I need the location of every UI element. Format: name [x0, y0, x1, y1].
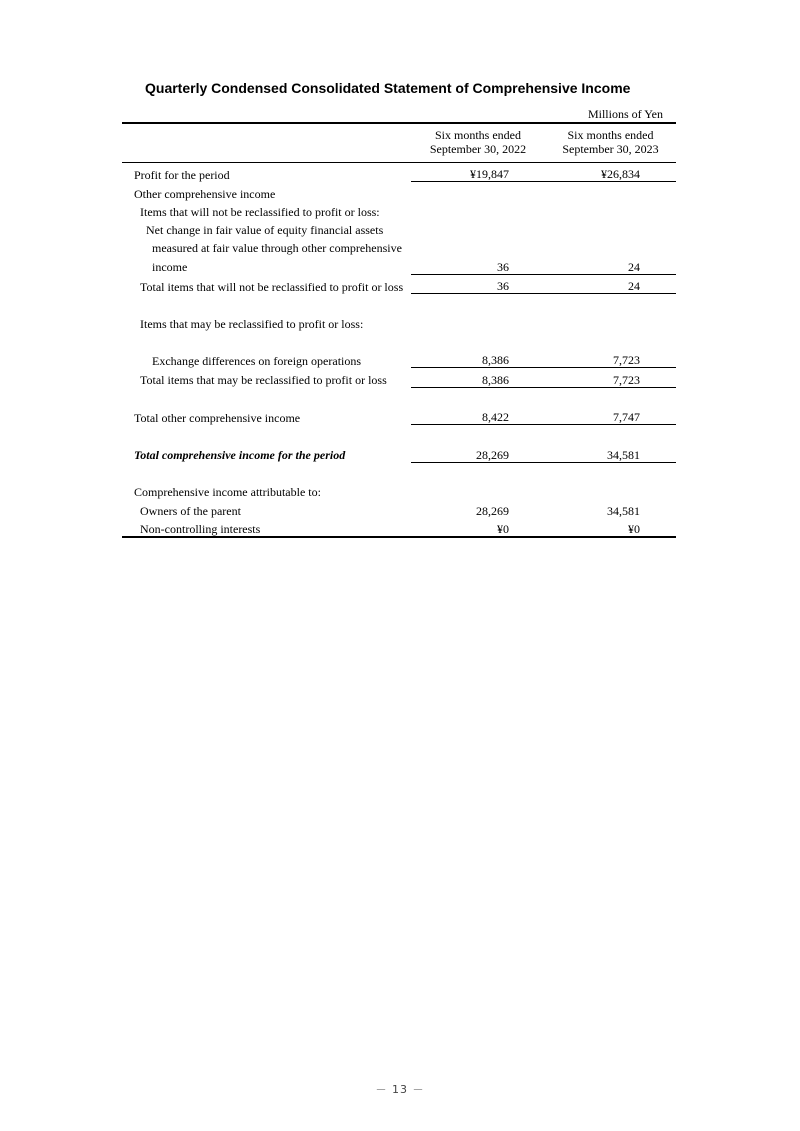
value-2022: 8,386 [411, 368, 545, 387]
spacer-row [122, 462, 676, 481]
value-2022: 36 [411, 274, 545, 293]
row-label: Total comprehensive income for the period [134, 448, 346, 463]
row-label: Total items that may be reclassified to profit or loss [140, 373, 387, 388]
period-2022-header [411, 123, 545, 163]
value-2023: 34,581 [545, 443, 676, 462]
value-2022: 36 [411, 255, 545, 274]
value-2022: ¥19,847 [411, 163, 545, 182]
period-2023-header-line1: Six months ended [567, 128, 654, 142]
row-label: Profit for the period [134, 167, 230, 182]
table-row-fv-line3 [122, 255, 676, 274]
spacer-row [122, 294, 676, 313]
unit-label: Millions of Yen [587, 107, 663, 121]
row-label: Other comprehensive income [134, 186, 276, 201]
value-2023: 7,723 [545, 368, 676, 387]
label-column-header [122, 123, 411, 163]
table-row-owners [122, 499, 676, 517]
value-2022: ¥0 [411, 518, 545, 537]
period-2023-header-line2: September 30, 2023 [562, 142, 659, 156]
value-2022: 28,269 [476, 503, 509, 518]
value-2022: 8,386 [411, 349, 545, 368]
table-row-oci-header [122, 182, 676, 201]
row-label: Non-controlling interests [122, 518, 411, 537]
table-row-total-ci [122, 443, 676, 462]
value-2023: 7,747 [545, 406, 676, 425]
table-row-attrib-header [122, 481, 676, 499]
row-label: Items that will not be reclassified to profit or loss: [140, 204, 380, 219]
row-label: Owners of the parent [140, 503, 241, 518]
period-2023-header [545, 123, 676, 163]
row-label: Net change in fair value of equity financial assets [146, 223, 384, 238]
table-row-may-reclass-header [122, 312, 676, 330]
row-label: Total items that will not be reclassified to profit or loss [140, 279, 404, 294]
row-label: income [152, 260, 188, 275]
table-row-may-reclass-total [122, 368, 676, 387]
table-row-not-reclass-header [122, 201, 676, 219]
row-label: Exchange differences on foreign operations [152, 353, 362, 368]
table-row-profit [122, 163, 676, 182]
table-row-not-reclass-total [122, 274, 676, 293]
value-2022: 8,422 [411, 406, 545, 425]
value-2023: 34,581 [607, 503, 640, 518]
table-row-fv-line2 [122, 237, 676, 255]
value-2023: 24 [545, 274, 676, 293]
row-label: Total other comprehensive income [134, 410, 301, 425]
value-2023: 24 [545, 255, 676, 274]
table-row-total-oci [122, 406, 676, 425]
table-row-fx [122, 349, 676, 368]
income-statement-table [122, 122, 676, 538]
value-2023: 7,723 [545, 349, 676, 368]
value-2023: ¥0 [545, 518, 676, 537]
value-2022: 28,269 [411, 443, 545, 462]
page-number: － 13 － [375, 1083, 425, 1096]
spacer-row [122, 425, 676, 444]
statement-title: Quarterly Condensed Consolidated Statement of Comprehensive Income [145, 80, 631, 96]
table-header-row [122, 123, 676, 163]
value-2023: ¥26,834 [545, 163, 676, 182]
spacer-row [122, 331, 676, 349]
row-label: measured at fair value through other comprehensive [152, 241, 402, 256]
row-label: Items that may be reclassified to profit or loss: [140, 316, 364, 331]
spacer-row [122, 387, 676, 406]
table-row-nci [122, 518, 676, 537]
period-2022-header-line1: Six months ended [435, 128, 521, 142]
row-label: Comprehensive income attributable to: [134, 485, 321, 500]
table-row-fv-line1 [122, 219, 676, 237]
period-2022-header-line2: September 30, 2022 [429, 142, 527, 156]
